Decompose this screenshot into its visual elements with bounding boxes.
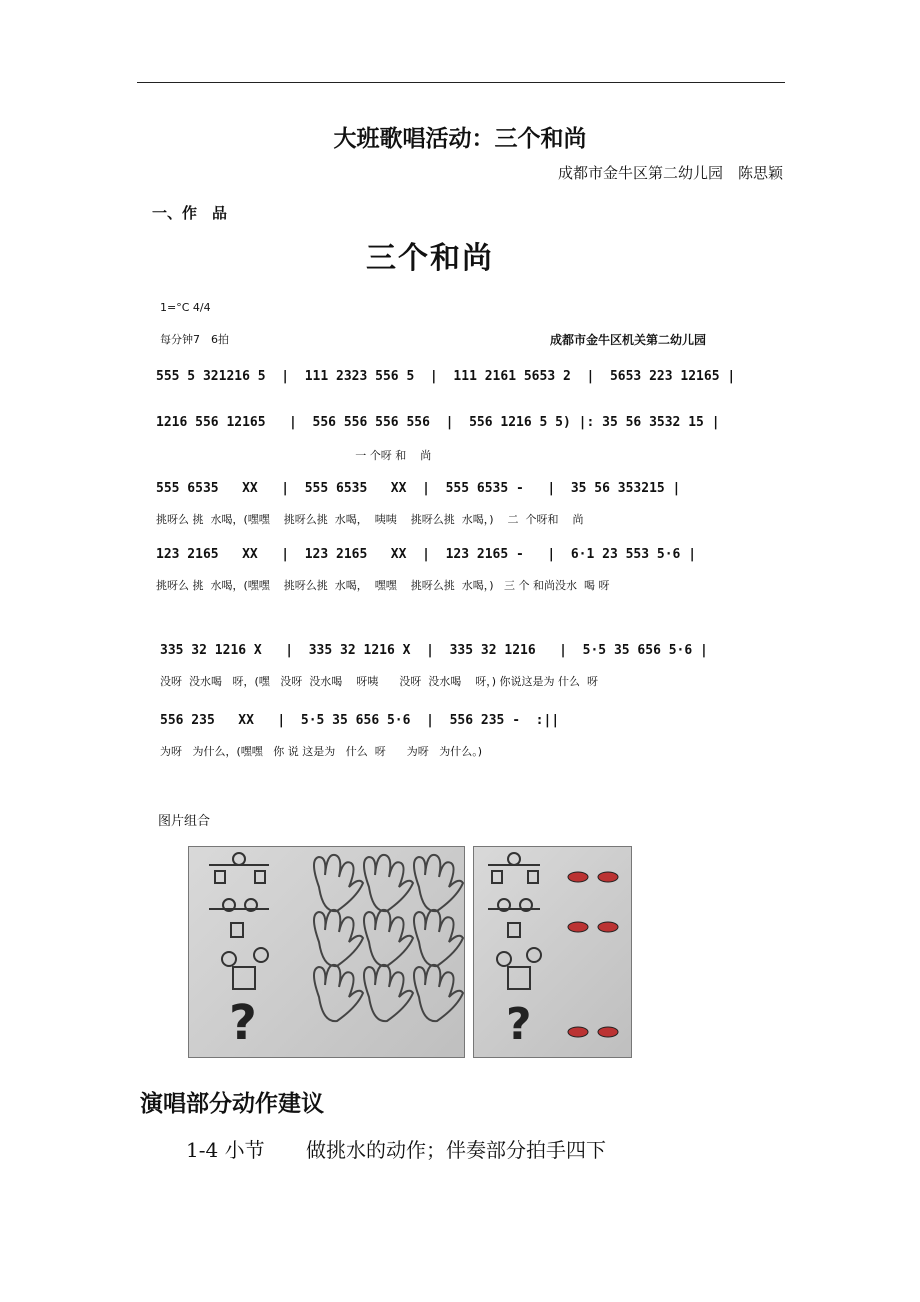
score-title: 三个和尚 bbox=[366, 241, 494, 276]
question-icon: ? bbox=[506, 999, 532, 1050]
score-line-2-lyrics: 一 个呀 和 尚 bbox=[156, 449, 432, 462]
section-heading-actions: 演唱部分动作建议 bbox=[140, 1091, 324, 1117]
score-line-6-notes: 556 235 XX | 5·5 35 656 5·6 | 556 235 - :|| bbox=[160, 713, 560, 728]
score-tempo: 每分钟7 6拍 bbox=[160, 333, 229, 346]
author-line: 成都市金牛区第二幼儿园 陈思颖 bbox=[557, 164, 783, 182]
score-line-3-notes: 555 6535 XX | 555 6535 XX | 555 6535 - | 35 56 353215 | bbox=[156, 481, 681, 496]
picture-card-hands bbox=[188, 846, 465, 1058]
score-line-6-lyrics: 为呀 为什么，(嘿嘿 你 说 这是为 什么 呀 为呀 为什么。) bbox=[160, 745, 483, 758]
action-text: 做挑水的动作；伴奏部分拍手四下 bbox=[306, 1138, 606, 1162]
score-line-3-lyrics: 挑呀么 挑 水喝，(嘿嘿 挑呀么挑 水喝， 咦咦 挑呀么挑 水喝，) 二 个呀和 尚 bbox=[156, 513, 584, 526]
music-score bbox=[150, 225, 770, 785]
score-credit: 成都市金牛区机关第二幼儿园 bbox=[550, 333, 707, 347]
score-line-1-notes: 555 5 321216 5 | 111 2323 556 5 | 111 2161 5653 2 | 5653 223 12165 | bbox=[156, 369, 736, 384]
section-heading-works: 一、作 品 bbox=[152, 204, 228, 222]
score-line-2-notes: 1216 556 12165 | 556 556 556 556 | 556 1216 5 5) |: 35 56 3532 15 | bbox=[156, 415, 720, 430]
top-rule bbox=[137, 82, 785, 83]
action-suggestion-line bbox=[186, 1134, 606, 1163]
measure-range: 1-4 小节 bbox=[186, 1138, 265, 1162]
hands-icon bbox=[314, 855, 463, 1021]
score-line-5-notes: 335 32 1216 X | 335 32 1216 X | 335 32 1216 | 5·5 35 656 5·6 | bbox=[160, 643, 708, 658]
page-title: 大班歌唱活动：三个和尚 bbox=[333, 125, 587, 152]
score-line-4-lyrics: 挑呀么 挑 水喝，(嘿嘿 挑呀么挑 水喝， 嘿嘿 挑呀么挑 水喝，) 三 个 和尚没水 喝 呀 bbox=[156, 579, 610, 592]
score-key: 1=°C 4/4 bbox=[160, 301, 211, 314]
carrying-icon bbox=[209, 853, 269, 989]
carrying-icon bbox=[488, 853, 541, 989]
lips-icon bbox=[568, 872, 618, 1037]
score-line-5-lyrics: 没呀 没水喝 呀，(嘿 没呀 没水喝 呀咦 没呀 没水喝 呀，) 你说这是为 什么 呀 bbox=[160, 675, 598, 688]
photo-group-label: 图片组合 bbox=[158, 814, 211, 829]
score-line-4-notes: 123 2165 XX | 123 2165 XX | 123 2165 - | 6·1 23 553 5·6 | bbox=[156, 547, 697, 562]
picture-card-lips bbox=[473, 846, 632, 1058]
question-icon: ? bbox=[229, 995, 257, 1051]
